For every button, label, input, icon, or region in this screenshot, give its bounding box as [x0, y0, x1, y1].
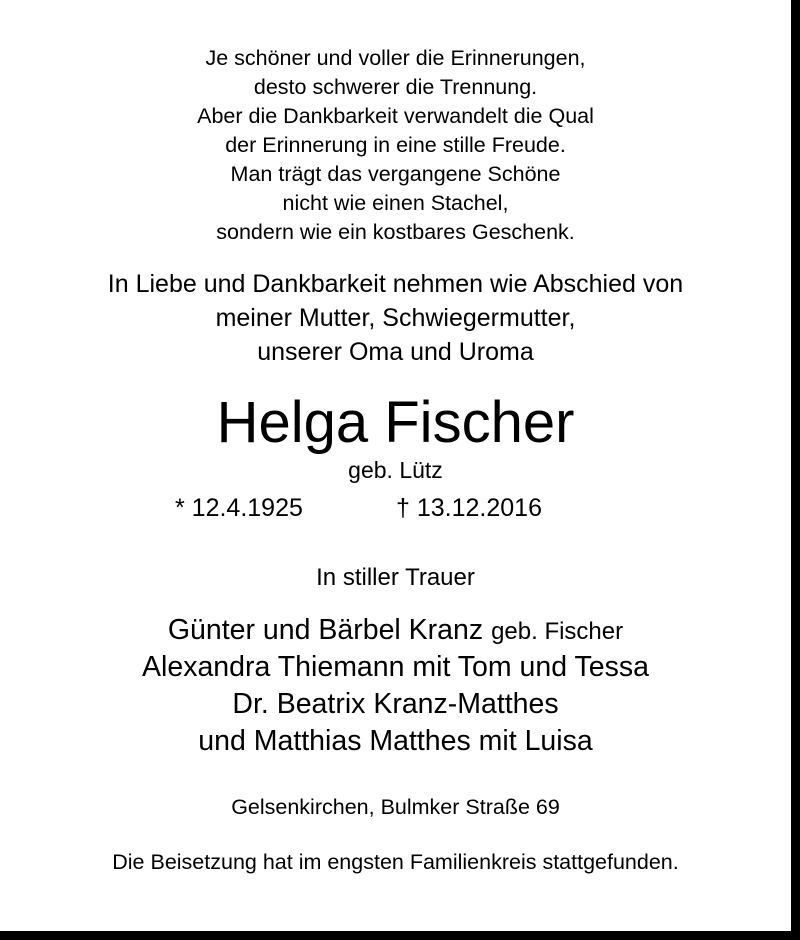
family-line: Alexandra Thiemann mit Tom und Tessa — [142, 651, 649, 683]
poem-line: Je schöner und voller die Erinnerungen, — [205, 46, 586, 70]
intro-line: In Liebe und Dankbarkeit nehmen wie Abschied von — [107, 270, 684, 298]
maiden-name: geb. Lütz — [348, 457, 443, 483]
poem-line: Aber die Dankbarkeit verwandelt die Qual — [197, 104, 594, 128]
mourning-title: In stiller Trauer — [316, 564, 475, 591]
family-line: Dr. Beatrix Kranz-Matthes — [232, 688, 559, 720]
address: Gelsenkirchen, Bulmker Straße 69 — [231, 795, 560, 819]
deceased-name: Helga Fischer — [216, 390, 575, 455]
family-line — [0, 612, 791, 650]
poem-line: nicht wie einen Stachel, — [282, 191, 509, 215]
death-date: † 13.12.2016 — [396, 494, 542, 522]
family-line: und Matthias Matthes mit Luisa — [198, 725, 593, 757]
poem-line: Man trägt das vergangene Schöne — [230, 162, 561, 186]
poem-line: der Erinnerung in eine stille Freude. — [225, 133, 566, 157]
funeral-note: Die Beisetzung hat im engsten Familienkreis stattgefunden. — [112, 850, 679, 874]
poem-line: desto schwerer die Trennung. — [253, 75, 538, 99]
intro-line: unserer Oma und Uroma — [257, 338, 534, 366]
birth-date: * 12.4.1925 — [175, 494, 303, 522]
poem-line: sondern wie ein kostbares Geschenk. — [216, 220, 575, 244]
family-line-suffix: geb. Fischer — [491, 618, 624, 645]
intro-line: meiner Mutter, Schwiegermutter, — [215, 304, 576, 332]
family-line-main: Günter und Bärbel Kranz — [167, 614, 484, 646]
